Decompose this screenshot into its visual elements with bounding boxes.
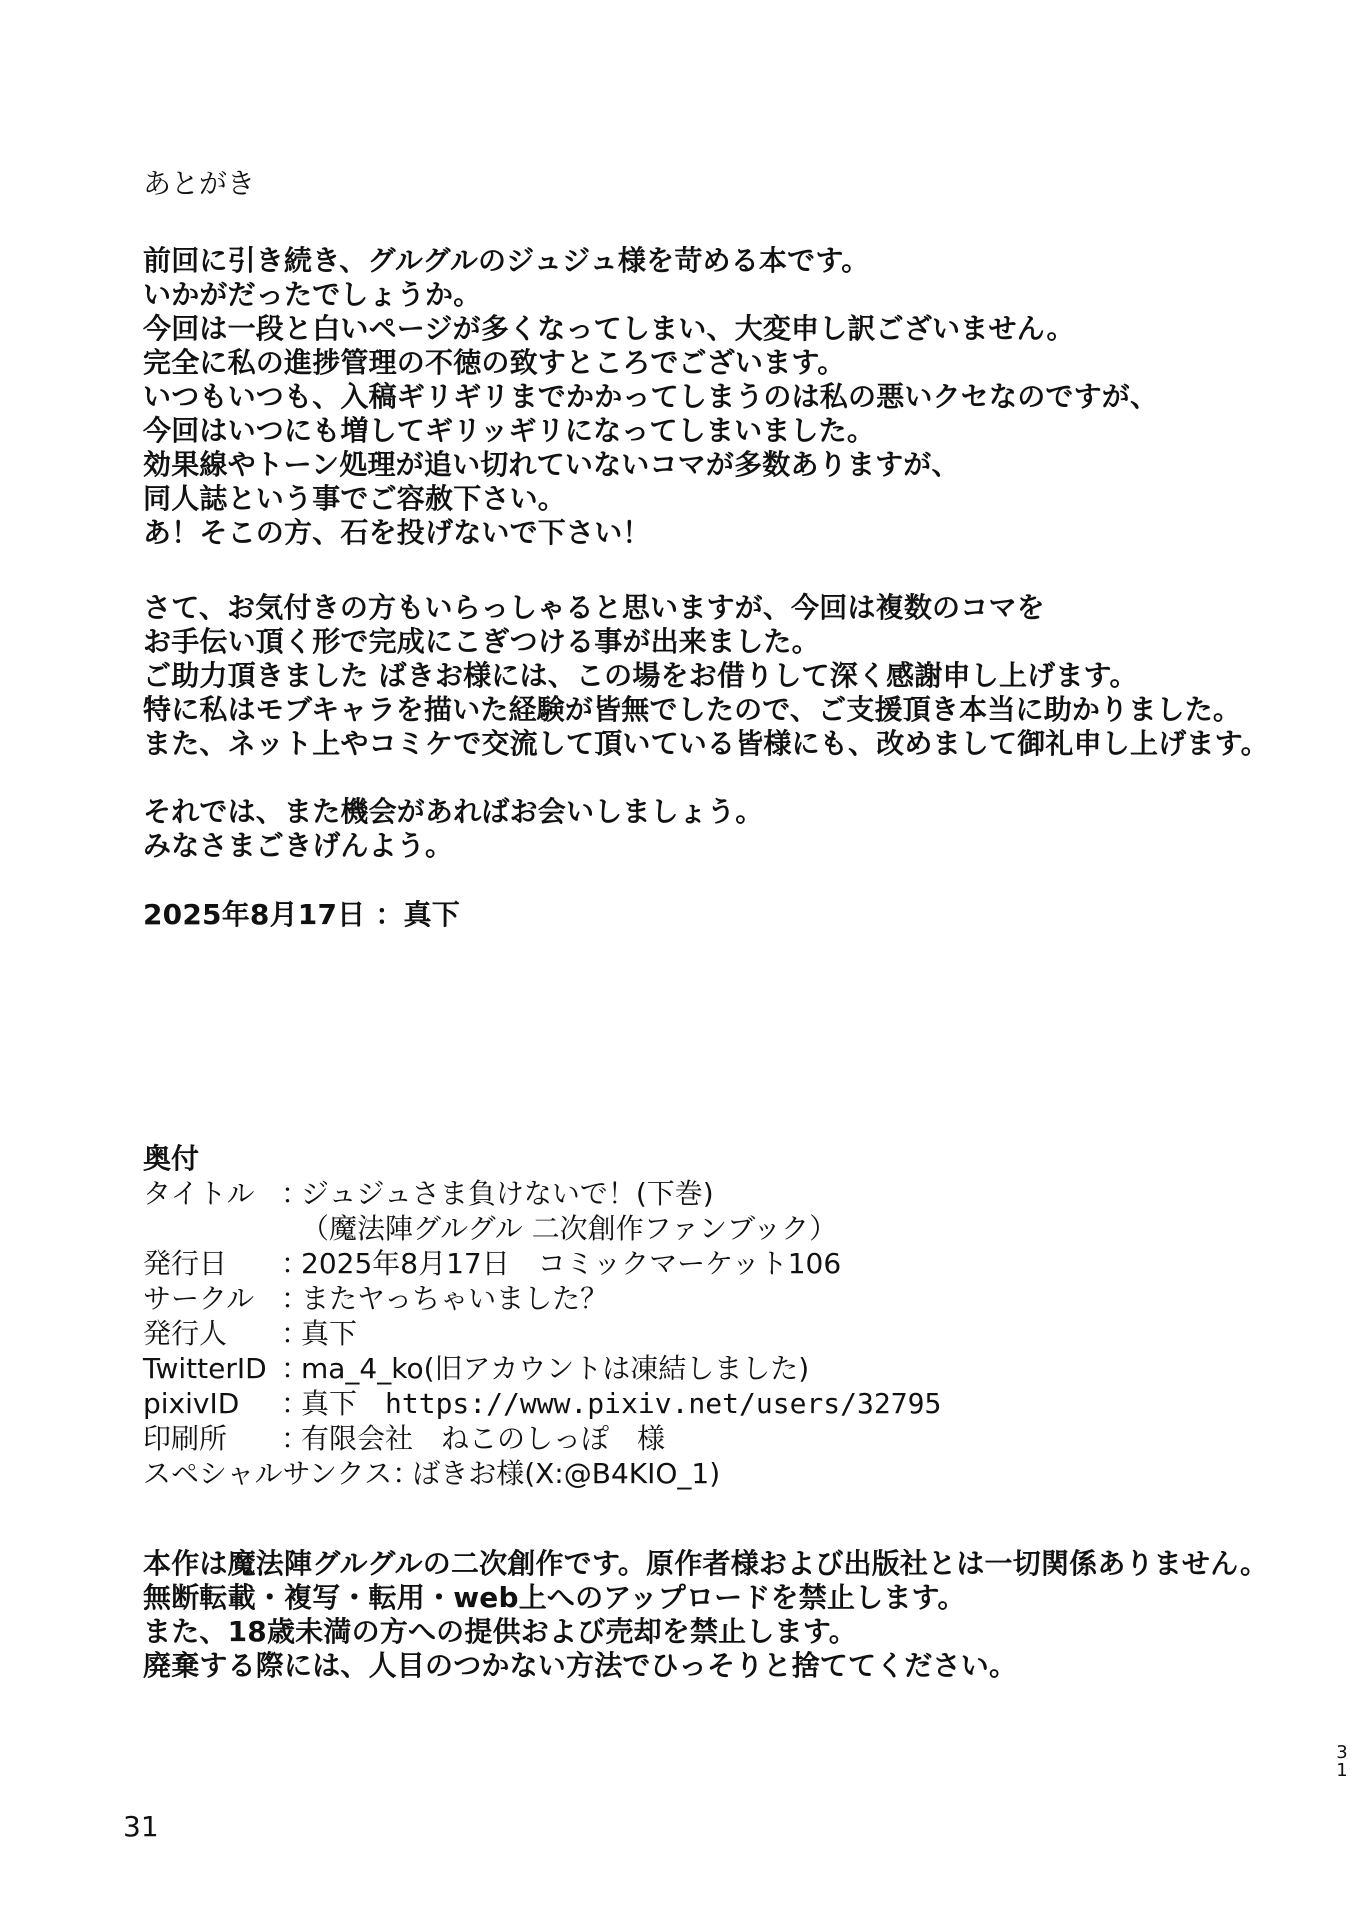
date-signature-text: 2025年8月17日 ：真下 <box>143 898 460 931</box>
colophon-label-circle: サークル <box>143 1282 255 1315</box>
colophon-value-printer: 有限会社 ねこのしっぽ 様 <box>301 1422 666 1455</box>
afterword-line: あ！そこの方、石を投げないで下さい！ <box>143 516 651 549</box>
notice-block <box>143 1547 1303 1683</box>
colophon-value-title-main: ジュジュさま負けないで！(下巻) <box>301 1177 714 1210</box>
notice-line: 無断転載・複写・転用・web上へのアップロードを禁止します。 <box>143 1581 966 1614</box>
margin-page-number: 31 <box>1336 1742 1348 1781</box>
afterword-line: 今回は一段と白いページが多くなってしまい、大変申し訳ございません。 <box>143 312 1075 345</box>
colophon-separator: ： <box>281 1352 310 1385</box>
afterword-paragraph-2 <box>143 591 1283 761</box>
colophon-label-twitter: TwitterID <box>143 1352 267 1385</box>
colophon-value-twitter: ma_4_ko(旧アカウントは凍結しました) <box>301 1352 810 1385</box>
colophon-section <box>143 1142 1283 1491</box>
colophon-label-special-thanks: スペシャルサンクス <box>143 1457 393 1490</box>
colophon-separator: ： <box>392 1457 421 1490</box>
afterword-line: みなさまごきげんよう。 <box>143 829 454 862</box>
notice-line: 本作は魔法陣グルグルの二次創作です。原作者様および出版社とは一切関係ありません。 <box>143 1547 1269 1580</box>
colophon-value-pixiv: 真下 https://www.pixiv.net/users/32795 <box>301 1387 942 1420</box>
afterword-line: 前回に引き続き、グルグルのジュジュ様を苛める本です。 <box>143 244 870 277</box>
notice-line: また、18歳未満の方への提供および売却を禁止します。 <box>143 1615 857 1648</box>
afterword-line: 特に私はモブキャラを描いた経験が皆無でしたので、ご支援頂き本当に助かりました。 <box>143 693 1242 726</box>
colophon-row-special-thanks <box>143 1456 1283 1491</box>
colophon-separator: ： <box>281 1422 310 1455</box>
afterword-paragraph-3 <box>143 795 1283 863</box>
colophon-separator: ： <box>281 1387 310 1420</box>
colophon-row-pixiv <box>143 1386 1283 1421</box>
colophon-label-printer: 印刷所 <box>143 1422 228 1455</box>
colophon-label-publisher: 発行人 <box>143 1317 228 1350</box>
colophon-value-title-sub: （魔法陣グルグル 二次創作ファンブック） <box>301 1212 838 1245</box>
afterword-line: さて、お気付きの方もいらっしゃると思いますが、今回は複数のコマを <box>143 591 1045 624</box>
afterword-line: 完全に私の進捗管理の不徳の致すところでございます。 <box>143 346 846 379</box>
notice-line: 廃棄する際には、人目のつかない方法でひっそりと捨ててください。 <box>143 1649 1018 1682</box>
colophon-label-publish-date: 発行日 <box>143 1247 228 1280</box>
colophon-value-publisher: 真下 <box>301 1317 358 1350</box>
colophon-row-title <box>143 1176 1283 1246</box>
colophon-label-title: タイトル <box>143 1177 255 1210</box>
colophon-row-circle <box>143 1281 1283 1316</box>
afterword-line: それでは、また機会があればお会いしましょう。 <box>143 795 764 828</box>
colophon-separator: ： <box>281 1317 310 1350</box>
afterword-date-signature <box>143 898 1283 932</box>
colophon-row-twitter <box>143 1351 1283 1386</box>
colophon-label-pixiv: pixivID <box>143 1387 240 1420</box>
afterword-line: お手伝い頂く形で完成にこぎつける事が出来ました。 <box>143 625 820 658</box>
afterword-line: ご助力頂きました ばきお様には、この場をお借りして深く感謝申し上げます。 <box>143 659 1138 692</box>
afterword-line: 今回はいつにも増してギリッギリになってしまいました。 <box>143 414 876 447</box>
colophon-title-values <box>301 1176 837 1246</box>
colophon-value-circle: またヤっちゃいました？ <box>301 1282 609 1315</box>
afterword-title: あとがき <box>143 167 256 200</box>
colophon-separator: ： <box>281 1247 310 1280</box>
colophon-value-special-thanks: ばきお様(X:@B4KIO_1) <box>412 1457 721 1490</box>
colophon-separator: ： <box>281 1177 310 1210</box>
afterword-line: いかがだったでしょうか。 <box>143 278 482 311</box>
footer-page-number: 31 <box>123 1810 159 1843</box>
colophon-separator: ： <box>281 1282 310 1315</box>
afterword-line: いつもいつも、入稿ギリギリまでかかってしまうのは私の悪いクセなのですが、 <box>143 380 1159 413</box>
afterword-line: 同人誌という事でご容赦下さい。 <box>143 482 567 515</box>
afterword-paragraph-1 <box>143 244 1283 550</box>
colophon-row-publish-date <box>143 1246 1283 1281</box>
colophon-title: 奥付 <box>143 1142 200 1175</box>
colophon-row-publisher <box>143 1316 1283 1351</box>
afterword-line: 効果線やトーン処理が追い切れていないコマが多数ありますが、 <box>143 448 960 481</box>
afterword-line: また、ネット上やコミケで交流して頂いている皆様にも、改めまして御礼申し上げます。 <box>143 727 1269 760</box>
colophon-row-printer <box>143 1421 1283 1456</box>
colophon-value-publish-date: 2025年8月17日 コミックマーケット106 <box>301 1247 842 1280</box>
